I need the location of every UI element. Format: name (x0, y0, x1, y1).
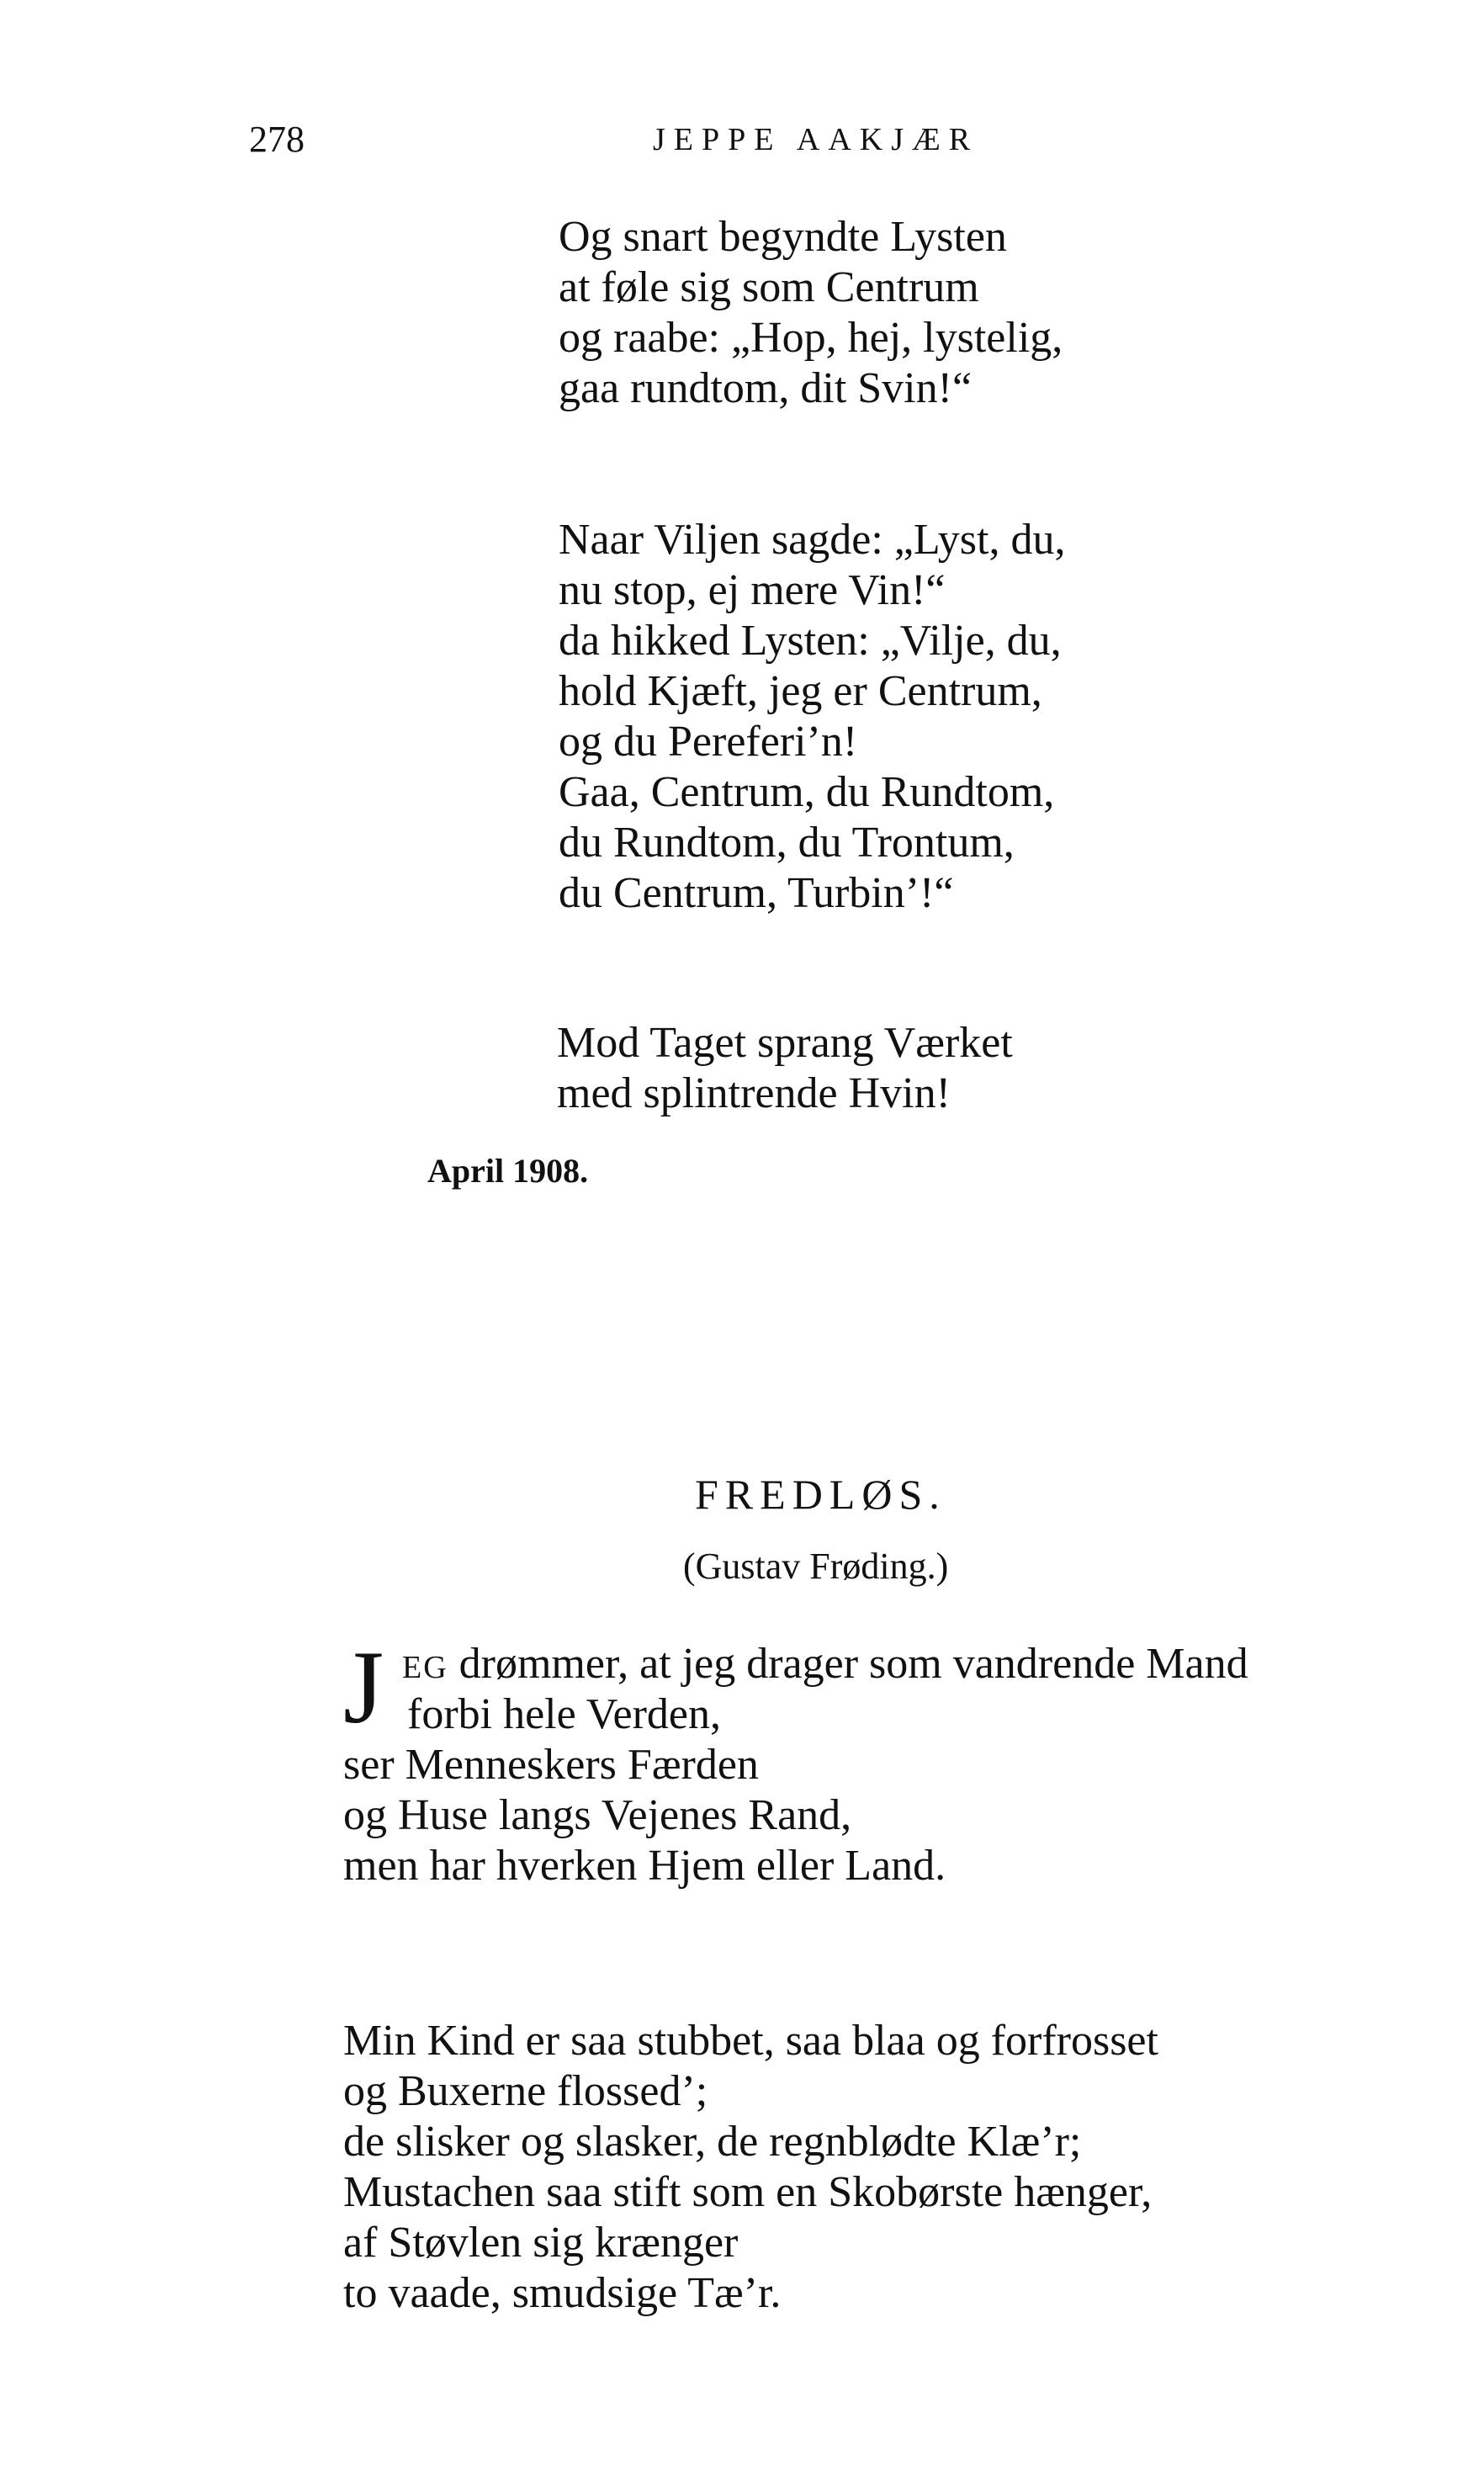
poem-stanza-3 (557, 1018, 1013, 1119)
poem-2-stanza-2 (343, 2016, 1158, 2319)
verse-line: de slisker og slasker, de regnblødte Klæ’r; (343, 2118, 1082, 2166)
verse-line: da hikked Lysten: „Vilje, du, (559, 617, 1062, 665)
first-line-text: drømmer, at jeg drager som vandrende Mand (448, 1640, 1248, 1688)
verse-line: Gaa, Centrum, du Rundtom, (559, 768, 1055, 816)
verse-line: og du Pereferi’n! (559, 718, 858, 766)
verse-line: du Rundtom, du Trontum, (559, 819, 1015, 867)
verse-lines-rest (343, 1740, 946, 1891)
verse-line: ser Menneskers Færden (343, 1741, 759, 1789)
running-head: JEPPE AAKJÆR (653, 122, 979, 157)
poem-stanza-2 (559, 515, 1065, 919)
poem-subtitle: (Gustav Frøding.) (683, 1546, 949, 1587)
poem-stanza-1 (559, 212, 1063, 414)
verse-line: med splintrende Hvin! (557, 1069, 951, 1117)
verse-line: Og snart begyndte Lysten (559, 213, 1007, 261)
verse-line: og Buxerne flossed’; (343, 2067, 708, 2115)
verse-line: men har hverken Hjem eller Land. (343, 1842, 946, 1890)
verse-line: to vaade, smudsige Tæ’r. (343, 2269, 782, 2317)
verse-line: og Huse langs Vejenes Rand, (343, 1791, 852, 1839)
verse-line: Mustachen saa stift som en Skobørste hænger, (343, 2168, 1153, 2216)
verse-line: du Centrum, Turbin’!“ (559, 869, 954, 917)
verse-line: af Støvlen sig krænger (343, 2219, 739, 2267)
drop-cap: J (343, 1630, 384, 1745)
verse-line: nu stop, ej mere Vin!“ (559, 566, 946, 614)
verse-line: forbi hele Verden, (407, 1690, 722, 1738)
small-caps-word: EG (402, 1650, 448, 1685)
verse-line: Min Kind er saa stubbet, saa blaa og forfrosset (343, 2017, 1158, 2065)
verse-line: hold Kjæft, jeg er Centrum, (559, 667, 1042, 715)
page-number: 278 (249, 119, 305, 160)
verse-line: at føle sig som Centrum (559, 263, 979, 311)
verse-line: Mod Taget sprang Værket (557, 1019, 1013, 1067)
verse-line: og raabe: „Hop, hej, lystelig, (559, 314, 1063, 362)
verse-line-first (402, 1639, 1248, 1693)
poem-date: April 1908. (427, 1152, 589, 1190)
verse-line: gaa rundtom, dit Svin!“ (559, 364, 973, 412)
verse-line: Naar Viljen sagde: „Lyst, du, (559, 516, 1066, 564)
poem-title: FREDLØS. (695, 1471, 946, 1518)
